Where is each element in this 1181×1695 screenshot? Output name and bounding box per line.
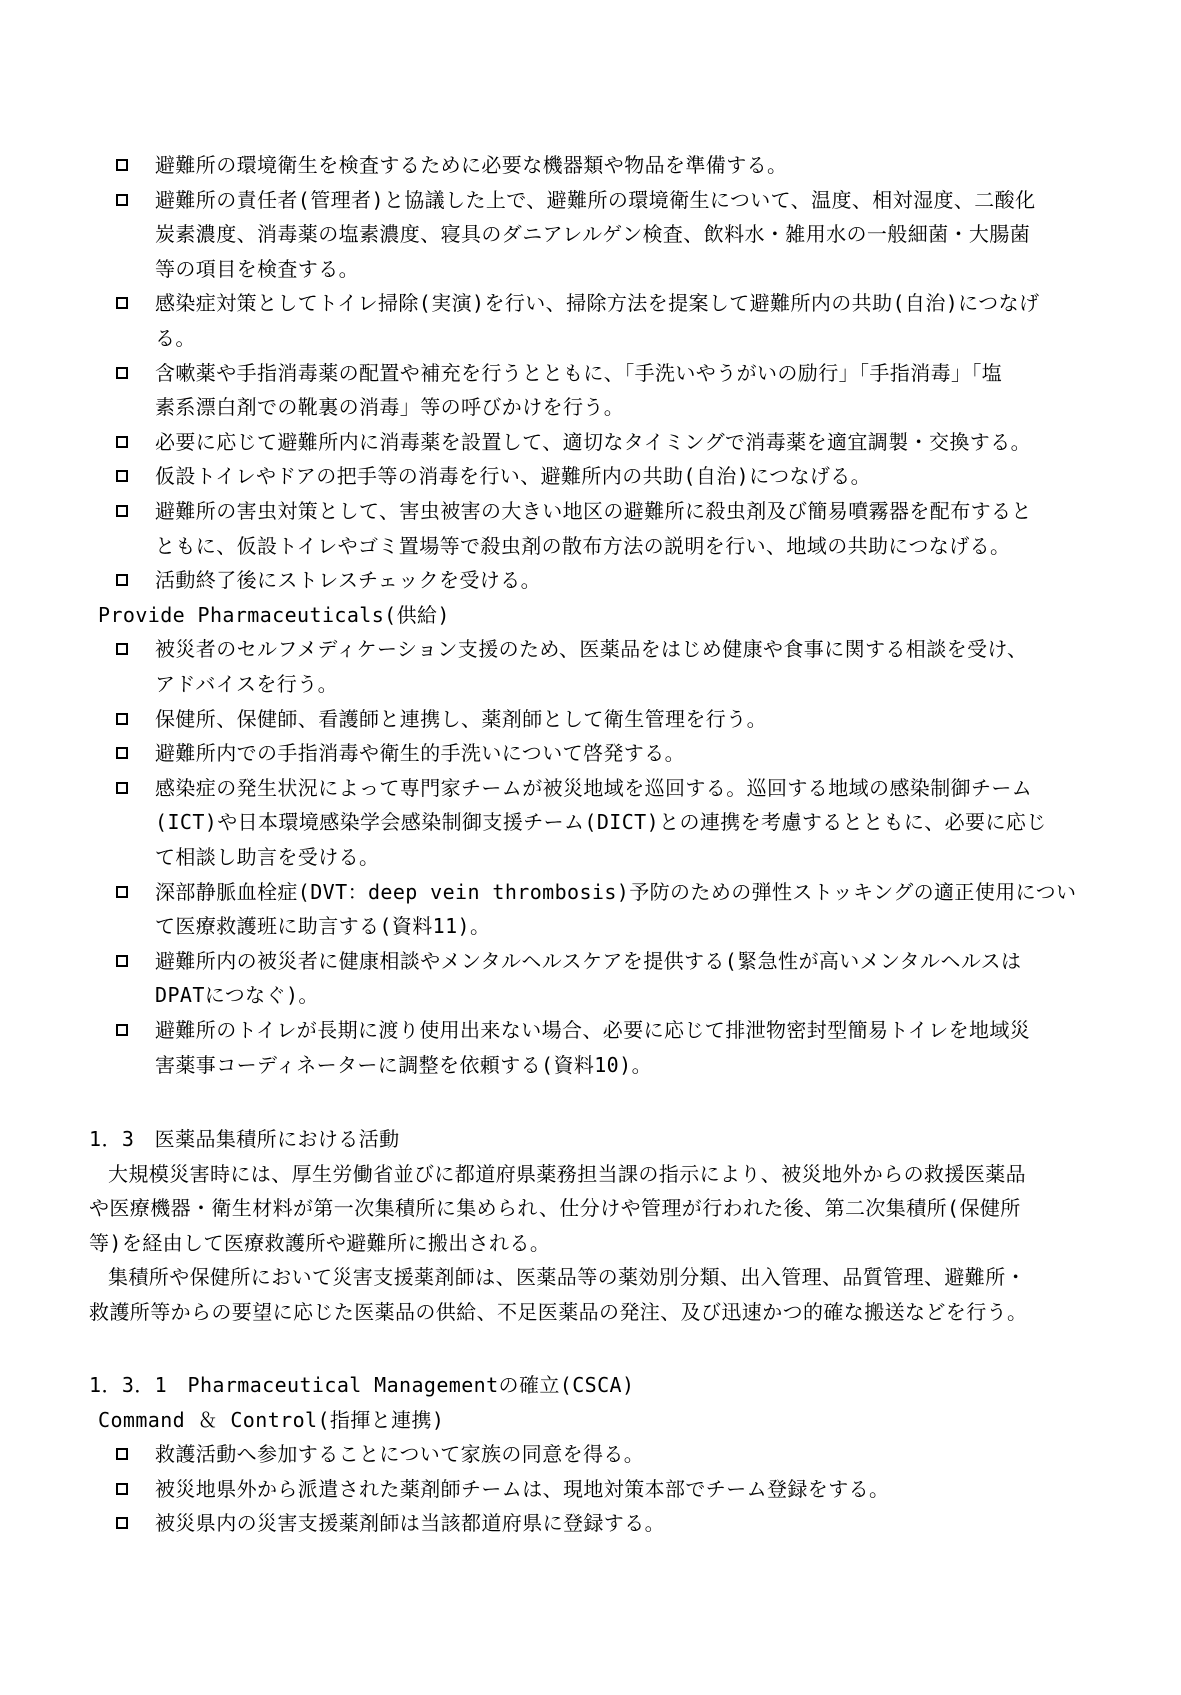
list-item [0, 286, 1181, 320]
list-item-text: る。 [155, 326, 196, 350]
list-item [0, 1048, 1181, 1082]
checkbox-icon[interactable] [116, 955, 128, 967]
list-item [0, 459, 1181, 493]
list-item-text: 避難所の害虫対策として、害虫被害の大きい地区の避難所に殺虫剤及び簡易噴霧器を配布すると [155, 499, 1032, 523]
checkbox-icon[interactable] [116, 194, 128, 206]
list-item [0, 771, 1181, 805]
list-item-text: ともに、仮設トイレやゴミ置場等で殺虫剤の散布方法の説明を行い、地域の共助につなげる。 [155, 533, 1011, 558]
list-item-text: 救護活動へ参加することについて家族の同意を得る。 [155, 1442, 645, 1467]
checkbox-icon[interactable] [116, 747, 128, 759]
checkbox-icon[interactable] [116, 713, 128, 725]
list-item-text: 活動終了後にストレスチェックを受ける。 [155, 568, 541, 593]
checkbox-icon[interactable] [116, 782, 128, 794]
list-item-text: 仮設トイレやドアの把手等の消毒を行い、避難所内の共助(自治)につなげる。 [155, 464, 872, 489]
checkbox-icon[interactable] [116, 886, 128, 898]
list-item-text: て医療救護班に助言する(資料11)。 [155, 914, 491, 939]
paragraph-text: 大規模災害時には、厚生労働省並びに都道府県薬務担当課の指示により、被災地外からの救援医薬品 [108, 1161, 1026, 1186]
list-item-text: 感染症対策としてトイレ掃除(実演)を行い、掃除方法を提案して避難所内の共助(自治)につなげ [155, 291, 1040, 316]
list-item-text: DPATにつなぐ)。 [155, 983, 319, 1008]
list-item [0, 1013, 1181, 1047]
checkbox-icon[interactable] [116, 159, 128, 171]
list-item-text: 炭素濃度、消毒薬の塩素濃度、寝具のダニアレルゲン検査、飲料水・雑用水の一般細菌・大腸菌 [155, 222, 1031, 247]
list-item [0, 909, 1181, 943]
checkbox-icon[interactable] [116, 1483, 128, 1495]
checkbox-icon[interactable] [116, 643, 128, 655]
list-item [0, 529, 1181, 563]
list-item-text: アドバイスを行う。 [155, 672, 338, 696]
list-item [0, 944, 1181, 978]
checkbox-icon[interactable] [116, 505, 128, 517]
checkbox-icon[interactable] [116, 297, 128, 309]
list-item-text: 深部静脈血栓症(DVT：deep vein thrombosis)予防のための弾性ストッキングの適正使用につい [155, 879, 1077, 904]
list-item-text: 素系漂白剤での靴裏の消毒」等の呼びかけを行う。 [155, 395, 625, 420]
list-item-text: 必要に応じて避難所内に消毒薬を設置して、適切なタイミングで消毒薬を適宜調製・交換する。 [155, 429, 1031, 454]
list-item-text: 避難所のトイレが長期に渡り使用出来ない場合、必要に応じて排泄物密封型簡易トイレを地域災 [155, 1018, 1031, 1042]
list-item [0, 252, 1181, 286]
list-item [0, 702, 1181, 736]
paragraph-line [0, 1157, 1181, 1191]
list-item [0, 875, 1181, 909]
paragraph-line [0, 1191, 1181, 1225]
list-item-text: 避難所内での手指消毒や衛生的手洗いについて啓発する。 [155, 741, 685, 766]
list-item [0, 390, 1181, 424]
list-item-text: 避難所の環境衛生を検査するために必要な機器類や物品を準備する。 [155, 153, 788, 177]
paragraph-text: 集積所や保健所において災害支援薬剤師は、医薬品等の薬効別分類、出入管理、品質管理、避難所・ [108, 1265, 1026, 1290]
checkbox-icon[interactable] [116, 470, 128, 482]
list-item [0, 425, 1181, 459]
list-item-text: 等の項目を検査する。 [155, 256, 359, 281]
list-item-text: 避難所内の被災者に健康相談やメンタルヘルスケアを提供する(緊急性が高いメンタルヘルスは [155, 948, 1022, 973]
list-item [0, 563, 1181, 597]
checkbox-icon[interactable] [116, 1024, 128, 1036]
list-item-text: 被災県内の災害支援薬剤師は当該都道府県に登録する。 [155, 1511, 665, 1536]
list-item [0, 667, 1181, 701]
list-item [0, 632, 1181, 666]
list-item-text: 感染症の発生状況によって専門家チームが被災地域を巡回する。巡回する地域の感染制御チーム [155, 775, 1033, 800]
list-item [0, 217, 1181, 251]
list-item-text: 避難所の責任者(管理者)と協議した上で、避難所の環境衛生について、温度、相対湿度、二酸化 [155, 187, 1036, 212]
checkbox-icon[interactable] [116, 574, 128, 586]
list-item-text: (ICT)や日本環境感染学会感染制御支援チーム(DICT)との連携を考慮するとともに、必要に応じ [155, 810, 1047, 835]
list-item [0, 148, 1181, 182]
list-item [0, 494, 1181, 528]
list-item-text: 保健所、保健師、看護師と連携し、薬剤師として衛生管理を行う。 [155, 706, 767, 731]
list-item [0, 736, 1181, 770]
paragraph-line [0, 1260, 1181, 1294]
list-item [0, 356, 1181, 390]
list-item [0, 183, 1181, 217]
paragraph-text: 等)を経由して医療救護所や避難所に搬出される。 [89, 1230, 551, 1255]
paragraph-line [0, 1295, 1181, 1329]
list-item [0, 978, 1181, 1012]
list-item-text: 被災地県外から派遣された薬剤師チームは、現地対策本部でチーム登録をする。 [155, 1476, 890, 1501]
paragraph-text: 救護所等からの要望に応じた医薬品の供給、不足医薬品の発注、及び迅速かつ的確な搬送などを行う。 [89, 1300, 1028, 1324]
checkbox-icon[interactable] [116, 436, 128, 448]
list-item [0, 1472, 1181, 1506]
subsection-heading: 1．3．1 Pharmaceutical Managementの確立(CSCA) [89, 1373, 635, 1397]
paragraph-line [0, 1226, 1181, 1260]
list-item-text: 被災者のセルフメディケーション支援のため、医薬品をはじめ健康や食事に関する相談を受け、 [155, 637, 1028, 662]
list-item [0, 805, 1181, 839]
provide-heading: Provide Pharmaceuticals(供給) [98, 602, 450, 627]
list-item [0, 840, 1181, 874]
list-item [0, 321, 1181, 355]
paragraph-text: や医療機器・衛生材料が第一次集積所に集められ、仕分けや管理が行われた後、第二次集積所(保健所 [89, 1196, 1021, 1221]
checkbox-icon[interactable] [116, 1517, 128, 1529]
checkbox-icon[interactable] [116, 367, 128, 379]
list-item-text: 害薬事コーディネーターに調整を依頼する(資料10)。 [155, 1052, 652, 1077]
section-heading: 1．3 医薬品集積所における活動 [89, 1127, 400, 1151]
list-item [0, 1506, 1181, 1540]
list-item-text: 含嗽薬や手指消毒薬の配置や補充を行うとともに、「手洗いやうがいの励行」「手指消毒」「塩 [155, 360, 1003, 385]
checkbox-icon[interactable] [116, 1448, 128, 1460]
command-control-heading: Command ＆ Control(指揮と連携) [98, 1407, 445, 1432]
list-item-text: て相談し助言を受ける。 [155, 845, 380, 869]
list-item [0, 1437, 1181, 1471]
